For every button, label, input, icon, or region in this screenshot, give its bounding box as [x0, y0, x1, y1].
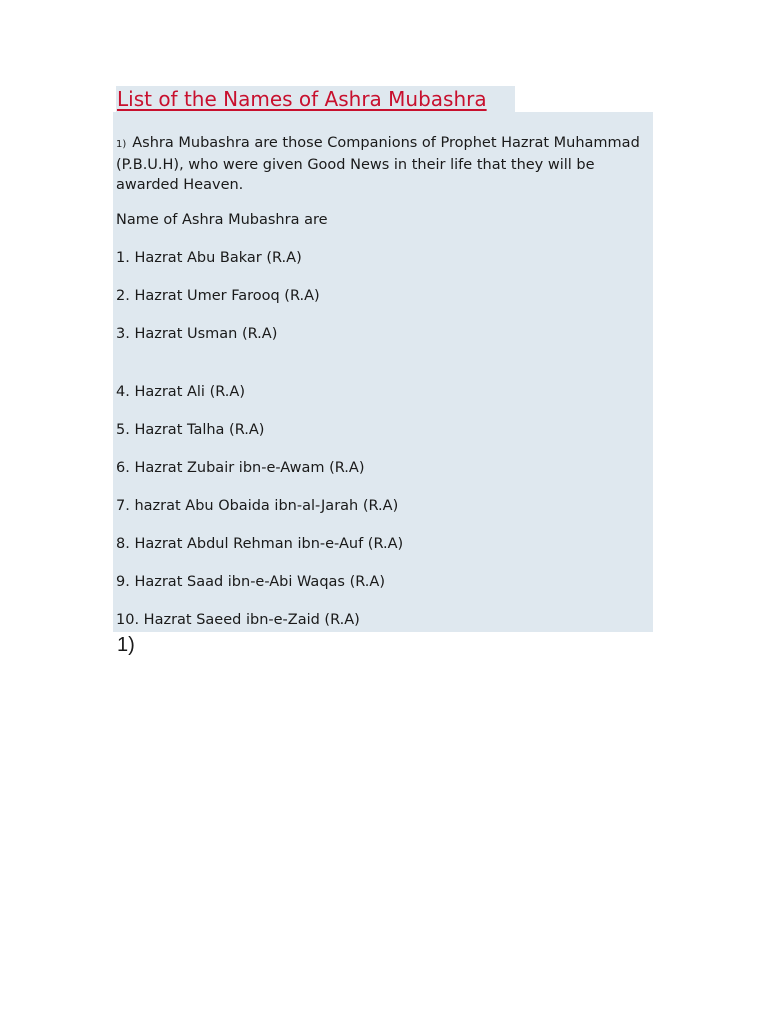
list-item: 7. hazrat Abu Obaida ibn-al-Jarah (R.A): [116, 498, 399, 514]
page-title: List of the Names of Ashra Mubashra: [116, 86, 515, 112]
list-heading: Name of Ashra Mubashra are: [116, 212, 328, 228]
intro-text: Ashra Mubashra are those Companions of Prophet Hazrat Muhammad (P.B.U.H), who were given Good News in their life that they will be awarded Heaven.: [116, 135, 640, 193]
list-item: 6. Hazrat Zubair ibn-e-Awam (R.A): [116, 460, 365, 476]
list-item: 9. Hazrat Saad ibn-e-Abi Waqas (R.A): [116, 574, 385, 590]
list-item: 2. Hazrat Umer Farooq (R.A): [116, 288, 320, 304]
list-item: 4. Hazrat Ali (R.A): [116, 384, 245, 400]
intro-paragraph: [116, 133, 648, 195]
list-item: 3. Hazrat Usman (R.A): [116, 326, 278, 342]
list-item: 10. Hazrat Saeed ibn-e-Zaid (R.A): [116, 612, 360, 628]
list-item: 1. Hazrat Abu Bakar (R.A): [116, 250, 302, 266]
list-item: 5. Hazrat Talha (R.A): [116, 422, 265, 438]
footnote-marker: 1): [117, 634, 135, 656]
intro-marker: 1): [116, 139, 127, 150]
list-item: 8. Hazrat Abdul Rehman ibn-e-Auf (R.A): [116, 536, 404, 552]
